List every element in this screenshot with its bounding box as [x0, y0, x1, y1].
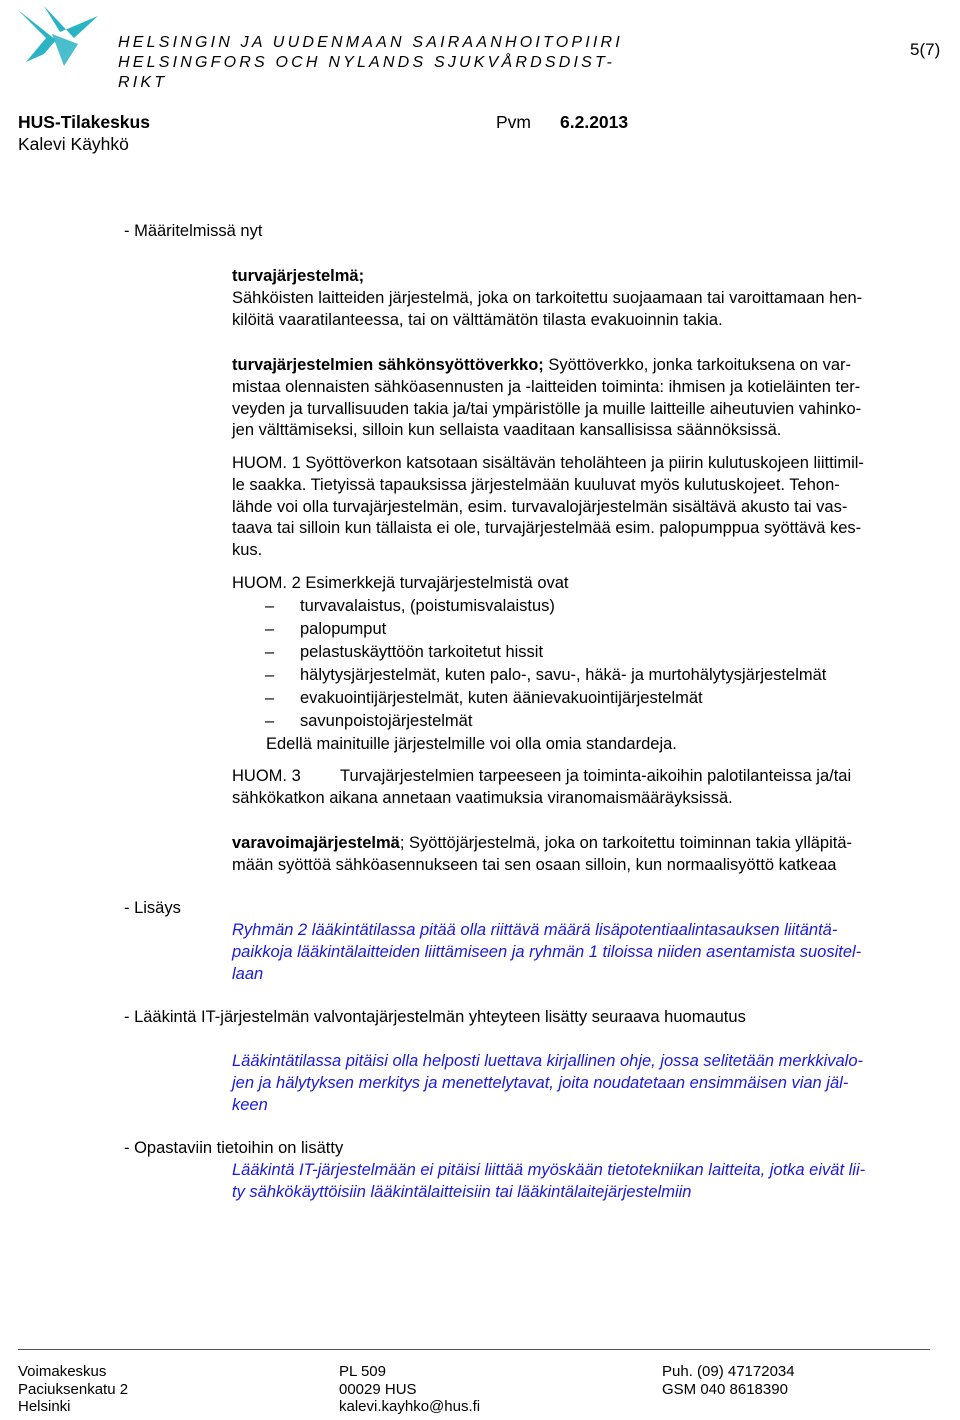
- footer-divider: [18, 1349, 930, 1350]
- org-name-swedish: HELSINGFORS OCH NYLANDS SJUKVÅRDSDIST-: [118, 54, 616, 71]
- list-item-text: pelastuskäyttöön tarkoitetut hissit: [300, 643, 544, 661]
- dash-bullet: –: [265, 643, 275, 661]
- page-number: 5(7): [910, 40, 941, 59]
- definition-text: Syöttöverkko, jonka tarkoituksena on var-: [543, 356, 852, 374]
- list-item-text: hälytysjärjestelmät, kuten palo-, savu-, häkä- ja murtohälytysjärjestelmät: [300, 666, 827, 684]
- note-2-intro: HUOM. 2 Esimerkkejä turvajärjestelmistä ovat: [232, 574, 569, 592]
- added-text-line: laan: [232, 964, 264, 983]
- dash-bullet: –: [265, 689, 275, 707]
- definition-text-line: Sähköisten laitteiden järjestelmä, joka on tarkoitettu suojaamaan tai varoittamaan hen-: [232, 288, 863, 307]
- definition-text-line: veyden ja turvallisuuden takia ja/tai ympäristölle ja muille laitteille aiheutuvien vahinko-: [232, 399, 862, 418]
- added-text-block: [232, 1160, 960, 1204]
- date-label: Pvm: [496, 112, 531, 132]
- list-item-text: evakuointijärjestelmät, kuten äänievakuointijärjestelmät: [300, 689, 703, 707]
- definition-turvajarjestelma: [232, 266, 960, 331]
- footer-line: Helsinki: [18, 1398, 71, 1415]
- definition-text-line: mään syöttöä sähköasennukseen tai sen osaan silloin, kun normaalisyöttö katkeaa: [232, 855, 837, 874]
- definition-text-line: jen välttämiseksi, silloin kun sellaista vaaditaan kansallisissa säännöksissä.: [232, 421, 782, 440]
- note-line: HUOM. 1 Syöttöverkon katsotaan sisältävän teholähteen ja piirin kulutuskojeen liittimil-: [232, 454, 864, 472]
- footer-phones: [662, 1363, 795, 1398]
- org-name-swedish-cont: RIKT: [118, 74, 168, 91]
- definition-text-line: mistaa olennaisten sähköasennusten ja -laitteiden toiminta: ihmisen ja kotieläinten ter-: [232, 377, 861, 396]
- definition-sahkonsyottoverkko: [232, 355, 960, 442]
- note-3-label: HUOM. 3: [232, 767, 301, 785]
- note-line: le saakka. Tietyissä tapauksissa järjestelmään kuuluvat myös kulutuskojeet. Tehon-: [232, 475, 840, 494]
- footer-line: Paciuksenkatu 2: [18, 1380, 129, 1398]
- dash-bullet: –: [265, 666, 275, 684]
- added-text-line: jen ja hälytyksen merkitys ja menettelytavat, joita noudatetaan ensimmäisen vian jäl-: [232, 1073, 849, 1092]
- footer-line: PL 509: [339, 1363, 386, 1380]
- added-text-block: [232, 920, 960, 985]
- note-line: taava tai silloin kun tällaista ei ole, turvajärjestelmää esim. palopumppua syöttävä kes-: [232, 519, 862, 538]
- note-3-text: sähkökatkon aikana annetaan vaatimuksia viranomaismääräyksissä.: [232, 789, 733, 807]
- definition-term: varavoimajärjestelmä: [232, 834, 400, 852]
- note-2-outro: Edellä mainituille järjestelmille voi olla omia standardeja.: [266, 735, 677, 753]
- footer-address: [18, 1363, 128, 1416]
- definition-term: turvajärjestelmä;: [232, 267, 365, 285]
- dash-bullet: –: [265, 620, 275, 638]
- added-text-line: paikkoja lääkintälaitteiden liittämiseen ja ryhmän 1 tiloissa niiden asentamista suositel-: [232, 942, 862, 961]
- section-heading-instructions: - Opastaviin tietoihin on lisätty: [124, 1139, 344, 1157]
- section-heading-lisays: - Lisäys: [124, 899, 181, 917]
- added-text-line: Ryhmän 2 lääkintätilassa pitää olla riittävä määrä lisäpotentiaalintasauksen liitäntä-: [232, 921, 838, 939]
- list-item-text: turvavalaistus, (poistumisvalaistus): [300, 597, 555, 615]
- definition-text-line: kilöitä vaaratilanteessa, tai on välttämätön tilasta evakuoinnin takia.: [232, 310, 723, 329]
- date-value: 6.2.2013: [560, 112, 629, 132]
- org-name-finnish: HELSINGIN JA UUDENMAAN SAIRAANHOITOPIIRI: [118, 34, 623, 51]
- added-text-block: [232, 1051, 960, 1116]
- added-text-line: keen: [232, 1095, 268, 1114]
- list-item-text: palopumput: [300, 620, 387, 638]
- added-text-line: ty sähkökäyttöisiin lääkintälaitteisiin tai lääkintälaitejärjestelmiin: [232, 1182, 692, 1201]
- hus-logo-icon: [14, 4, 100, 68]
- definition-term: turvajärjestelmien sähkönsyöttöverkko;: [232, 356, 544, 374]
- list-item-text: savunpoistojärjestelmät: [300, 712, 473, 730]
- footer-line: GSM 040 8618390: [662, 1380, 788, 1398]
- note-3-text: Turvajärjestelmien tarpeeseen ja toiminta-aikoihin palotilanteissa ja/tai: [340, 767, 852, 785]
- unit-name: HUS-Tilakeskus: [18, 112, 150, 132]
- footer-line: Voimakeskus: [18, 1363, 107, 1380]
- note-1: [232, 453, 960, 562]
- author-name: Kalevi Käyhkö: [18, 134, 129, 154]
- dash-bullet: –: [265, 712, 275, 730]
- footer-line: 00029 HUS: [339, 1380, 417, 1398]
- dash-bullet: –: [265, 597, 275, 615]
- section-heading-definitions: - Määritelmissä nyt: [124, 222, 263, 240]
- footer-contact: [339, 1363, 480, 1416]
- definition-varavoimajarjestelma: [232, 833, 960, 877]
- added-text-line: Lääkintä IT-järjestelmään ei pitäisi liittää myöskään tietotekniikan laitteita, jotka eivät lii-: [232, 1161, 866, 1179]
- note-line: lähde voi olla turvajärjestelmän, esim. turvavalojärjestelmän sisältävä akusto tai vas-: [232, 497, 848, 516]
- definition-text: ; Syöttöjärjestelmä, joka on tarkoitettu toiminnan takia ylläpitä-: [399, 834, 853, 852]
- footer-line: Puh. (09) 47172034: [662, 1363, 795, 1380]
- note-line: kus.: [232, 541, 263, 560]
- section-heading-it-system: - Lääkintä IT-järjestelmän valvontajärjestelmän yhteyteen lisätty seuraava huomautus: [124, 1008, 746, 1026]
- footer-email[interactable]: kalevi.kayhko@hus.fi: [339, 1398, 481, 1415]
- added-text-line: Lääkintätilassa pitäisi olla helposti luettava kirjallinen ohje, jossa selitetään merkkivalo-: [232, 1052, 863, 1070]
